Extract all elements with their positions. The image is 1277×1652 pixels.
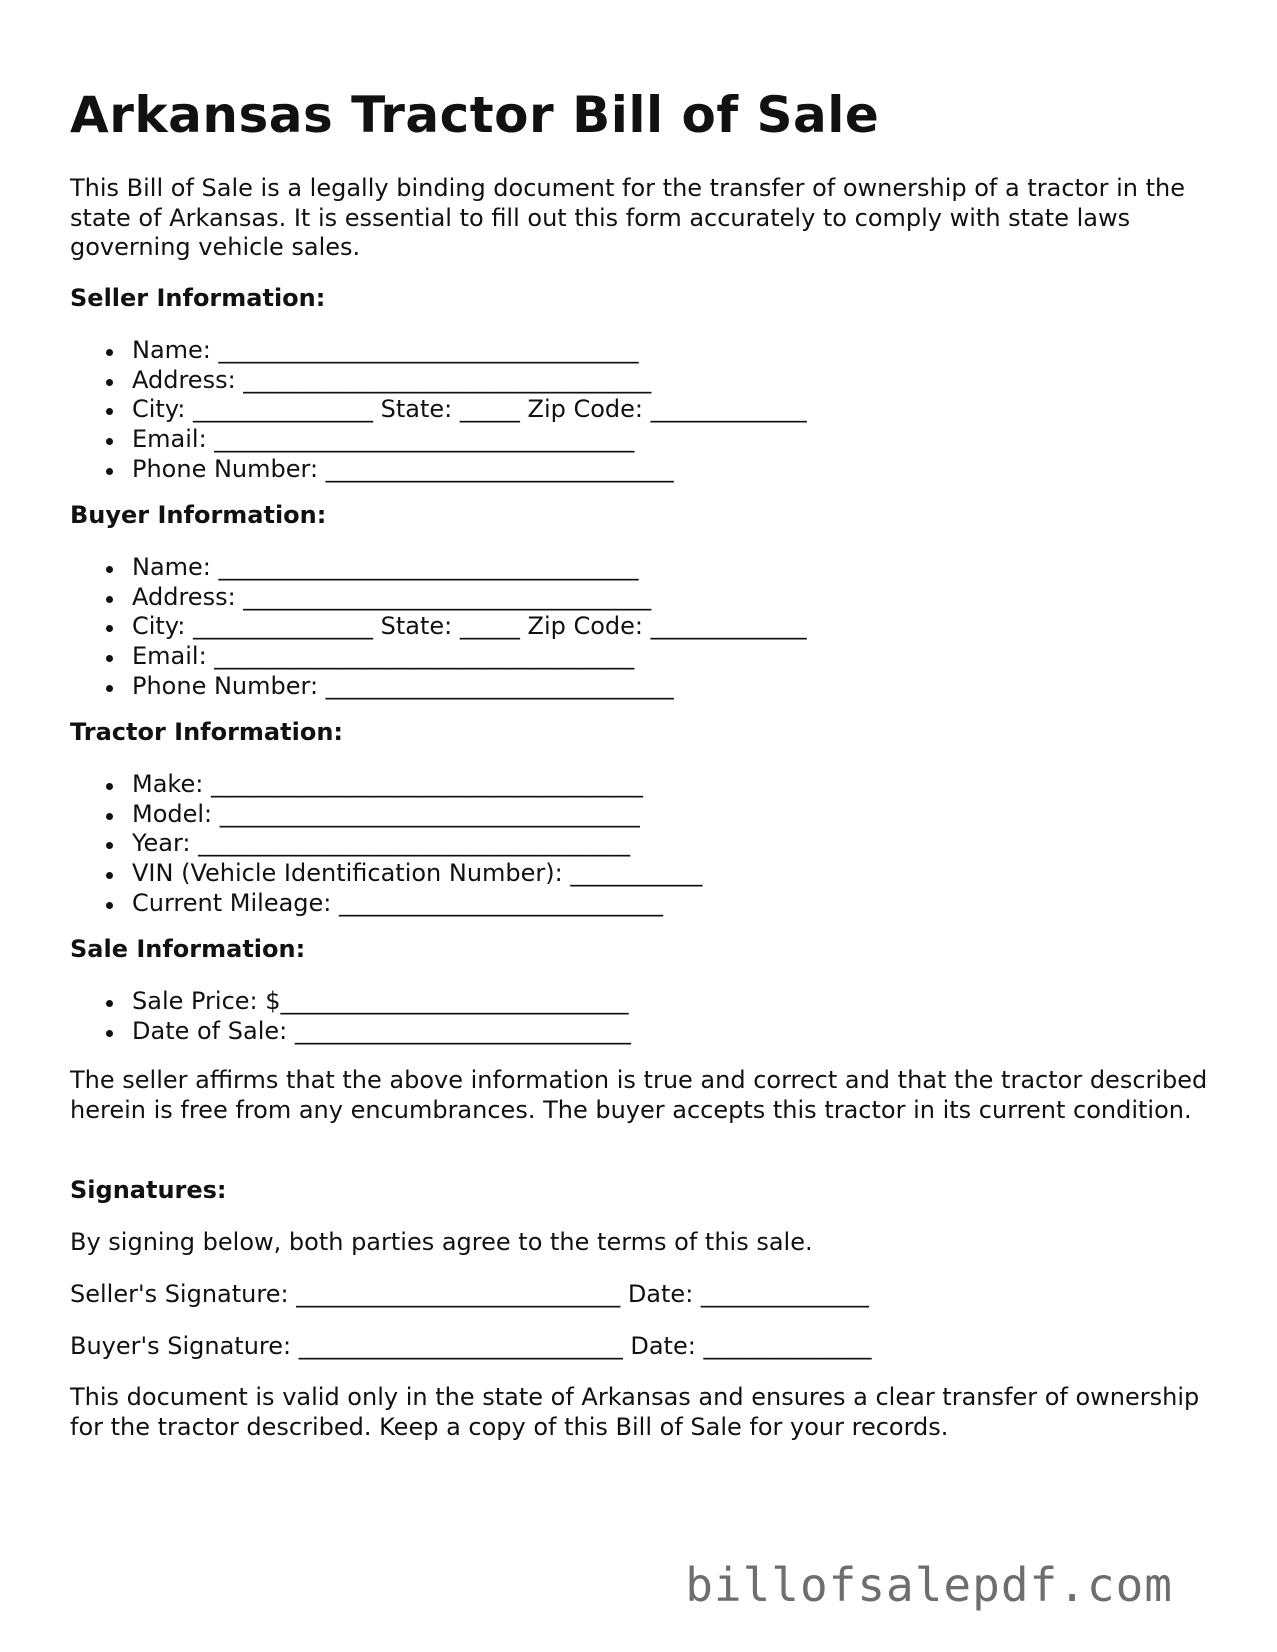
affirmation-paragraph: The seller affirms that the above information is true and correct and that the tractor described herein is free from any encumbrances. The buyer accepts this tractor in its current condition. xyxy=(70,1066,1208,1124)
buyer-signature-line: Buyer's Signature: ___________________________ Date: ______________ xyxy=(70,1332,872,1360)
tractor-year-field: Year: ____________________________________ xyxy=(70,829,702,859)
buyer-fields xyxy=(70,553,807,701)
seller-signature-line: Seller's Signature: ___________________________ Date: ______________ xyxy=(70,1280,869,1308)
buyer-phone-field: Phone Number: _____________________________ xyxy=(70,672,807,702)
buyer-name-field: Name: ___________________________________ xyxy=(70,553,807,583)
tractor-fields xyxy=(70,770,702,918)
document-title: Arkansas Tractor Bill of Sale xyxy=(70,86,880,144)
buyer-city-state-zip-field: City: _______________ State: _____ Zip Code: _____________ xyxy=(70,612,807,642)
tractor-model-field: Model: ___________________________________ xyxy=(70,800,702,830)
signatures-note: By signing below, both parties agree to the terms of this sale. xyxy=(70,1228,813,1256)
seller-phone-field: Phone Number: _____________________________ xyxy=(70,455,807,485)
seller-fields xyxy=(70,336,807,484)
signatures-heading: Signatures: xyxy=(70,1176,227,1204)
tractor-heading: Tractor Information: xyxy=(70,718,343,746)
sale-date-field: Date of Sale: ____________________________ xyxy=(70,1017,631,1047)
tractor-mileage-field: Current Mileage: ___________________________ xyxy=(70,889,702,919)
seller-address-field: Address: __________________________________ xyxy=(70,366,807,396)
buyer-address-field: Address: __________________________________ xyxy=(70,583,807,613)
sale-fields xyxy=(70,987,631,1046)
closing-paragraph: This document is valid only in the state of Arkansas and ensures a clear transfer of ownership for the tractor described. Keep a copy of this Bill of Sale for your records. xyxy=(70,1383,1200,1441)
buyer-heading: Buyer Information: xyxy=(70,501,327,529)
site-watermark: billofsalepdf.com xyxy=(685,1558,1173,1612)
intro-paragraph: This Bill of Sale is a legally binding document for the transfer of ownership of a tractor in the state of Arkansas. It is essential to fill out this form accurately to comply with state laws governing vehicle sales. xyxy=(70,174,1186,261)
seller-name-field: Name: ___________________________________ xyxy=(70,336,807,366)
sale-heading: Sale Information: xyxy=(70,935,306,963)
tractor-vin-field: VIN (Vehicle Identification Number): ___________ xyxy=(70,859,702,889)
seller-email-field: Email: ___________________________________ xyxy=(70,425,807,455)
tractor-make-field: Make: ____________________________________ xyxy=(70,770,702,800)
seller-city-state-zip-field: City: _______________ State: _____ Zip Code: _____________ xyxy=(70,395,807,425)
sale-price-field: Sale Price: $_____________________________ xyxy=(70,987,631,1017)
buyer-email-field: Email: ___________________________________ xyxy=(70,642,807,672)
seller-heading: Seller Information: xyxy=(70,284,326,312)
